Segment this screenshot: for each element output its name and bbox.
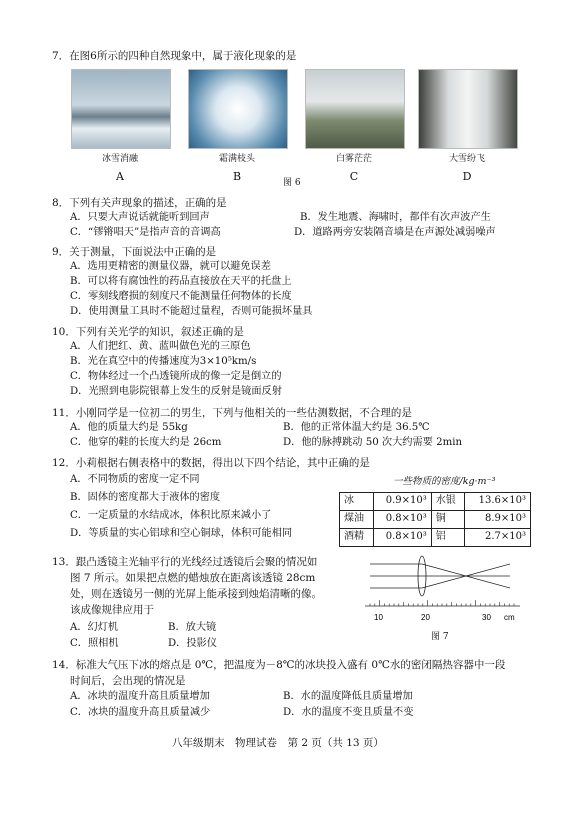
table-cell: 冰 [340,493,374,511]
q7-stem: 7．在图6所示的四种自然现象中，属于液化现象的是 [52,50,297,62]
table-cell: 13.6×10³ [465,493,531,511]
q8-option-a: A．只要大声说话就能听到回声 [70,212,210,223]
table-row [340,493,531,511]
q7-caption-c: 白雾茫茫 [335,154,372,164]
q8-stem: 8．下列有关声现象的描述，正确的是 [52,197,227,209]
table-cell: 酒精 [340,529,374,547]
q8-option-c: C．“镠锵唱天”是指声音的音调高 [70,227,221,238]
q7-caption-d: 大雪纷飞 [448,154,485,164]
table-cell: 8.9×10³ [465,511,531,529]
q14-option-d: D．水的温度不变且质量不变 [283,707,414,718]
q9-option-d: D．使用测量工具时不能超过量程，否则可能损坏量具 [70,306,313,317]
q14-option-a: A．冰块的温度升高且质量增加 [70,691,210,702]
table-cell: 煤油 [340,511,374,529]
table-row [340,511,531,529]
page-footer: 八年级期末 物理试卷 第 2 页（共 13 页） [172,737,384,749]
q7-image-c [305,69,405,149]
q13-option-b: B．放大镜 [168,622,217,633]
q13-line-4: 该成像规律应用于 [70,604,154,616]
q14-line-2: 时间后，会出现的情况是 [70,675,186,687]
ruler-label: 30 [482,613,491,622]
q9-option-a: A．选用更精密的测量仪器，就可以避免误差 [70,261,271,272]
q14-option-b: B．水的温度降低且质量增加 [283,691,413,702]
q12-option-c: C．一定质量的水结成冰，体积比原来减小了 [70,510,272,521]
q11-option-c: C．他穿的鞋的长度大约是 26cm [70,437,222,448]
table-cell: 2.7×10³ [465,529,531,547]
q7-image-b [188,69,288,149]
q10-option-d: D．光照到电影院银幕上发生的反射是镜面反射 [70,386,282,397]
q13-option-a: A．幻灯机 [70,622,119,633]
q11-stem: 11．小刚同学是一位初二的男生，下列与他相关的一些估测数据，不合理的是 [52,407,412,419]
ruler-label: 10 [374,613,383,622]
q7-letter-d: D [462,170,472,183]
q10-option-b: B．光在真空中的传播速度为3×10⁵km/s [70,356,257,367]
q7-image-a [71,69,171,149]
q7-image-d [418,69,518,149]
q8-option-d: D．道路两旁安装隔音墙是在声源处减弱噪声 [294,227,496,238]
q11-option-b: B．他的正常体温大约是 36.5℃ [283,422,430,433]
q9-stem: 9．关于测量，下面说法中正确的是 [52,246,217,258]
q12-option-b: B．固体的密度都大于液体的密度 [70,492,221,503]
q13-figure-label: 图 7 [431,632,449,642]
q7-caption-b: 霜满枝头 [218,154,255,164]
table-cell: 铝 [431,529,465,547]
q13-line-1: 13．跟凸透镜主光轴平行的光线经过透镜后会聚的情况如 [52,556,318,568]
q7-letter-a: A [116,170,124,183]
q14-option-c: C．冰块的温度升高且质量减少 [70,707,211,718]
ruler-label: 20 [421,613,430,622]
q7-figure-label: 图 6 [283,178,301,188]
table-cell: 0.8×10³ [373,529,431,547]
q8-option-b: B．发生地震、海啸时，都伴有次声波产生 [300,212,491,223]
table-cell: 水银 [431,493,465,511]
density-table [339,492,531,547]
q9-option-b: B．可以将有腐蚀性的药品直接放在天平的托盘上 [70,276,292,287]
table-cell: 铜 [431,511,465,529]
q10-stem: 10．下列有关光学的知识，叙述正确的是 [52,326,244,338]
density-table-title: 一些物质的密度/kg·m⁻³ [393,476,496,487]
q10-option-c: C．物体经过一个凸透镜所成的像一定是倒立的 [70,371,282,382]
table-cell: 0.8×10³ [373,511,431,529]
q13-option-d: D．投影仪 [168,638,217,649]
lens-figure [360,554,530,624]
q11-option-d: D．他的脉搏跳动 50 次大约需要 2min [283,437,463,448]
q13-option-c: C．照相机 [70,638,119,649]
q11-option-a: A．他的质量大约是 55kg [70,422,188,433]
q7-letter-b: B [232,170,242,183]
table-row [340,529,531,547]
q12-stem: 12．小莉根据右侧表格中的数据，得出以下四个结论，其中正确的是 [52,457,370,469]
q10-option-a: A．人们把红、黄、蓝叫做色光的三原色 [70,341,251,352]
q12-option-d: D．等质量的实心铝球和空心铜球，体积可能相同 [70,528,293,539]
q12-option-a: A．不同物质的密度一定不同 [70,474,200,485]
q13-line-2: 图 7 所示。如果把点燃的蜡烛放在距离该透镜 28cm [70,572,316,584]
q7-caption-a: 冰雪消融 [101,154,138,164]
q9-option-c: C．零刻线磨损的刻度尺不能测量任何物体的长度 [70,291,292,302]
table-cell: 0.9×10³ [373,493,431,511]
q14-line-1: 14．标准大气压下冰的熔点是 0℃，把温度为－8℃的冰块投入盛有 0℃水的密闭隔热容器中一段 [52,659,506,671]
q13-line-3: 处，则在透镜另一侧的光屏上能承接到烛焰清晰的像。 [70,588,322,600]
q7-letter-c: C [349,170,359,183]
ruler-unit: cm [504,613,515,622]
ruler-ticks [370,600,514,606]
